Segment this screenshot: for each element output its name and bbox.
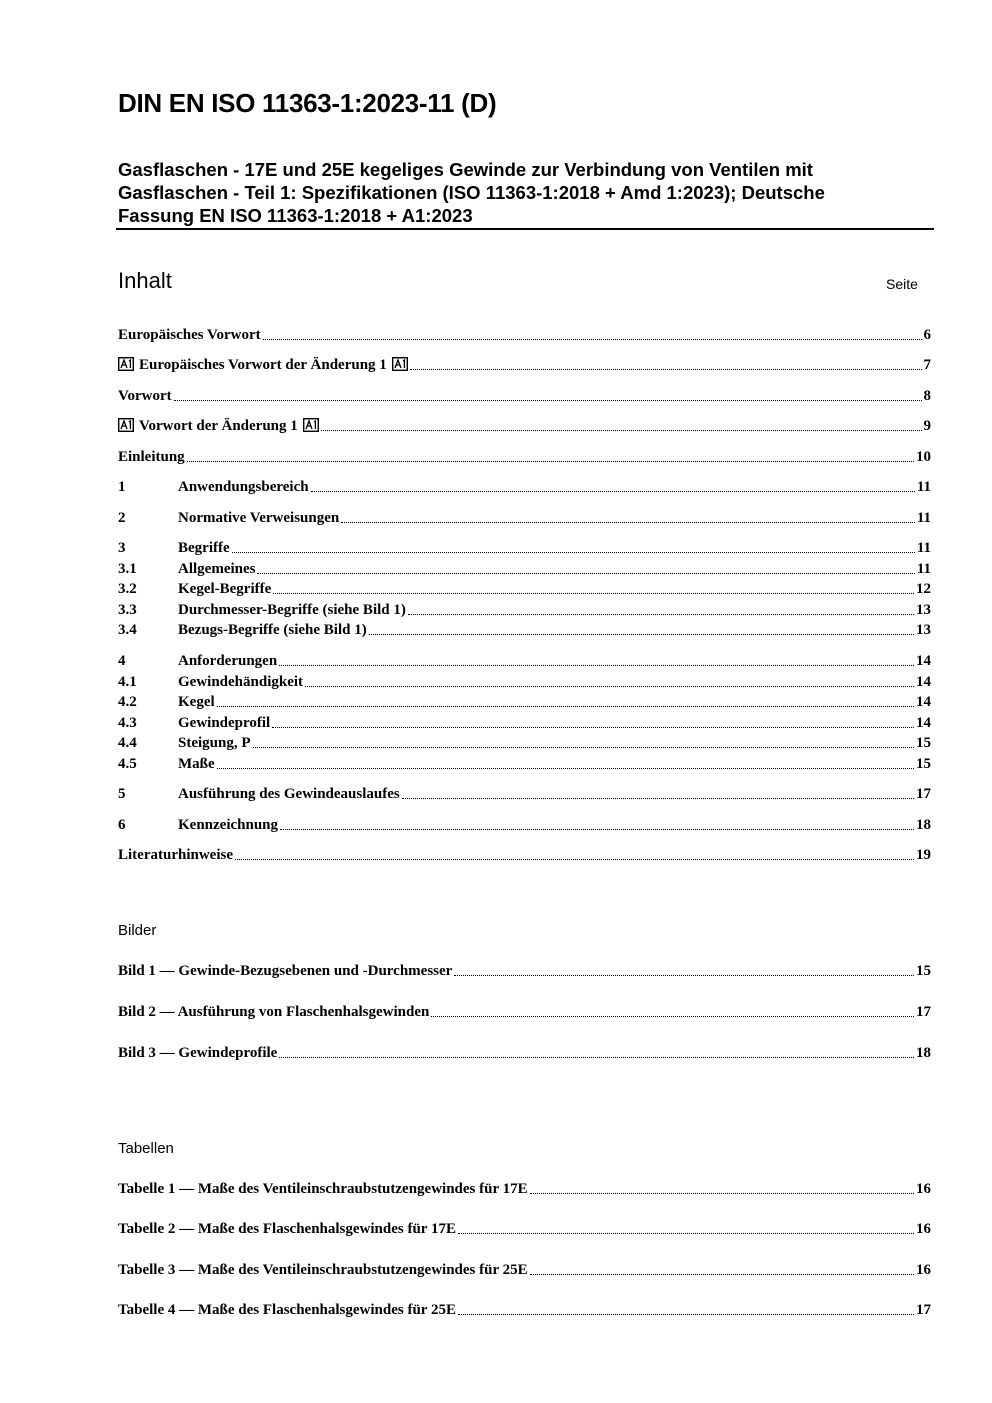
toc-entry-title-wrap	[118, 1002, 429, 1022]
dot-leader	[217, 767, 914, 769]
toc-entry-title-wrap	[118, 1043, 277, 1063]
toc-entry[interactable]	[118, 1179, 931, 1199]
toc-entry-page: 6	[923, 327, 931, 343]
toc-entry-title: Bezugs-Begriffe (siehe Bild 1)	[178, 622, 367, 638]
toc-entry-title: Kegel-Begriffe	[178, 581, 272, 597]
amendment-marker-icon	[118, 357, 134, 371]
toc-entry-title: Durchmesser-Begriffe (siehe Bild 1)	[178, 602, 406, 618]
toc-entry-title: Maße	[178, 756, 215, 772]
toc-entry-title-wrap	[118, 1260, 528, 1280]
dot-leader	[369, 633, 914, 635]
toc-entry[interactable]	[118, 620, 931, 640]
dot-leader	[305, 685, 914, 687]
dot-leader	[279, 1056, 914, 1058]
toc-entry[interactable]	[118, 1043, 931, 1063]
toc-entry[interactable]	[118, 325, 931, 345]
toc-entry-page: 10	[916, 449, 931, 465]
toc-entry-number: 4.5	[118, 756, 137, 772]
dot-leader	[235, 858, 914, 860]
toc-entry-title-wrap	[178, 784, 400, 804]
toc-entry-title: Europäisches Vorwort der Änderung 1	[139, 357, 387, 373]
toc-entry[interactable]	[118, 355, 931, 375]
toc-entry-page: 16	[916, 1262, 931, 1278]
toc-entry-title: Kennzeichnung	[178, 817, 279, 833]
toc-entry-number: 3.2	[118, 581, 137, 597]
toc-entry[interactable]	[118, 733, 931, 753]
toc-entry-page: 11	[916, 540, 931, 556]
toc-entry-page: 13	[916, 602, 931, 618]
dot-leader	[232, 551, 915, 553]
toc-entry[interactable]	[118, 579, 931, 599]
toc-entry-title-wrap	[118, 416, 319, 436]
dot-leader	[174, 399, 922, 401]
toc-entry-page: 15	[916, 756, 931, 772]
toc-entry-title-wrap	[118, 1179, 528, 1199]
toc-entry-title: Steigung, P	[178, 735, 251, 751]
toc-entry-page: 11	[916, 561, 931, 577]
toc-entry-page: 16	[916, 1221, 931, 1237]
dot-leader	[263, 338, 922, 340]
toc-entry-page: 14	[916, 715, 931, 731]
toc-entry[interactable]	[118, 477, 931, 497]
toc-entry-number: 4.3	[118, 715, 137, 731]
toc-entry[interactable]	[118, 447, 931, 467]
toc-entry-page: 16	[916, 1181, 931, 1197]
dot-leader	[311, 490, 915, 492]
toc-entry-page: 18	[916, 1045, 931, 1061]
toc-entry-title-wrap	[178, 477, 309, 497]
toc-entry-title-wrap	[178, 815, 278, 835]
figures-heading: Bilder	[118, 922, 157, 939]
dot-leader	[217, 705, 914, 707]
toc-entry-title-wrap	[178, 692, 215, 712]
toc-entry[interactable]	[118, 713, 931, 733]
toc-entry-title-wrap	[118, 845, 233, 865]
dot-leader	[458, 1313, 914, 1315]
toc-entry[interactable]	[118, 672, 931, 692]
toc-entry-number: 3.1	[118, 561, 137, 577]
toc-entry-page: 14	[916, 653, 931, 669]
toc-entry-page: 17	[916, 786, 931, 802]
dot-leader	[410, 368, 922, 370]
toc-entry-title-wrap	[118, 961, 452, 981]
amendment-marker-icon	[118, 418, 134, 432]
toc-entry[interactable]	[118, 1002, 931, 1022]
dot-leader	[454, 974, 914, 976]
toc-entry[interactable]	[118, 784, 931, 804]
toc-entry-title: Europäisches Vorwort	[118, 327, 261, 343]
toc-entry-title-wrap	[178, 559, 255, 579]
subtitle-line: Gasflaschen - Teil 1: Spezifikationen (ISO 11363-1:2018 + Amd 1:2023); Deutsche	[118, 182, 825, 203]
toc-entry-page: 8	[923, 388, 931, 404]
toc-entry-number: 4.4	[118, 735, 137, 751]
subtitle-line: Fassung EN ISO 11363-1:2018 + A1:2023	[118, 205, 473, 226]
amendment-marker-icon	[303, 418, 319, 432]
dot-leader	[402, 797, 914, 799]
toc-entry-title: Literaturhinweise	[118, 847, 233, 863]
dot-leader	[530, 1192, 914, 1194]
toc-entry[interactable]	[118, 1219, 931, 1239]
toc-entry-title: Tabelle 1 — Maße des Ventileinschraubstutzengewindes für 17E	[118, 1181, 528, 1197]
toc-entry-page: 11	[916, 479, 931, 495]
toc-entry-title-wrap	[178, 620, 367, 640]
toc-entry-page: 18	[916, 817, 931, 833]
toc-entry-page: 17	[916, 1004, 931, 1020]
toc-entry-title: Gewindeprofil	[178, 715, 271, 731]
toc-entry-page: 15	[916, 735, 931, 751]
dot-leader	[408, 613, 914, 615]
toc-entry-title: Tabelle 4 — Maße des Flaschenhalsgewindes für 25E	[118, 1302, 456, 1318]
toc-entry[interactable]	[118, 692, 931, 712]
toc-entry-title: Tabelle 3 — Maße des Ventileinschraubstutzengewindes für 25E	[118, 1262, 528, 1278]
toc-entry-page: 7	[923, 357, 931, 373]
title-rule	[116, 228, 934, 230]
toc-entry[interactable]	[118, 386, 931, 406]
toc-entry-page: 9	[923, 418, 931, 434]
toc-entry[interactable]	[118, 600, 931, 620]
toc-entry-number: 3	[118, 540, 126, 556]
toc-entry-title-wrap	[178, 600, 406, 620]
toc-entry-title-wrap	[118, 1219, 456, 1239]
dot-leader	[187, 460, 914, 462]
toc-entry[interactable]	[118, 1300, 931, 1320]
toc-entry-number: 3.3	[118, 602, 137, 618]
toc-entry[interactable]	[118, 845, 931, 865]
dot-leader	[257, 572, 914, 574]
toc-entry-page: 17	[916, 1302, 931, 1318]
toc-entry[interactable]	[118, 651, 931, 671]
toc-entry-number: 4.1	[118, 674, 137, 690]
toc-entry[interactable]	[118, 508, 931, 528]
toc-entry[interactable]	[118, 961, 931, 981]
dot-leader	[280, 828, 914, 830]
toc-entry-title-wrap	[178, 579, 271, 599]
document-title: DIN EN ISO 11363-1:2023-11 (D)	[118, 88, 497, 118]
toc-entry-title: Tabelle 2 — Maße des Flaschenhalsgewindes für 17E	[118, 1221, 456, 1237]
toc-entry-page: 19	[916, 847, 931, 863]
contents-heading: Inhalt	[118, 268, 172, 293]
toc-entry-title: Bild 2 — Ausführung von Flaschenhalsgewinden	[118, 1004, 430, 1020]
toc-entry-title: Anwendungsbereich	[178, 479, 309, 495]
toc-entry-number: 4.2	[118, 694, 137, 710]
toc-entry-page: 14	[916, 674, 931, 690]
amendment-marker-icon	[392, 357, 408, 371]
toc-entry-title-wrap	[118, 355, 408, 375]
toc-entry-title: Vorwort der Änderung 1	[139, 418, 298, 434]
toc-entry-title: Einleitung	[118, 449, 185, 465]
tables-heading: Tabellen	[118, 1140, 174, 1157]
toc-entry-title-wrap	[178, 651, 277, 671]
toc-entry-title: Gewindehändigkeit	[178, 674, 304, 690]
page-column-label: Seite	[886, 276, 918, 292]
toc-entry-title-wrap	[118, 447, 185, 467]
toc-entry-title-wrap	[178, 733, 251, 753]
toc-entry[interactable]	[118, 416, 931, 436]
toc-entry-page: 13	[916, 622, 931, 638]
toc-entry-title: Begriffe	[178, 540, 230, 556]
toc-entry-page: 15	[916, 963, 931, 979]
toc-entry-title-wrap	[178, 508, 339, 528]
toc-entry-number: 1	[118, 479, 126, 495]
toc-entry[interactable]	[118, 538, 931, 558]
toc-entry-number: 2	[118, 510, 126, 526]
toc-entry-number: 5	[118, 786, 126, 802]
toc-entry-number: 3.4	[118, 622, 137, 638]
dot-leader	[279, 664, 914, 666]
dot-leader	[431, 1015, 914, 1017]
dot-leader	[272, 726, 914, 728]
toc-entry-title-wrap	[118, 1300, 456, 1320]
toc-entry-title-wrap	[178, 538, 230, 558]
dot-leader	[321, 429, 922, 431]
toc-entry-title: Normative Verweisungen	[178, 510, 340, 526]
toc-entry-title: Bild 3 — Gewindeprofile	[118, 1045, 278, 1061]
toc-entry-title-wrap	[178, 713, 270, 733]
toc-entry[interactable]	[118, 815, 931, 835]
dot-leader	[253, 746, 914, 748]
toc-entry-title-wrap	[178, 754, 215, 774]
toc-entry-title: Ausführung des Gewindeauslaufes	[178, 786, 400, 802]
toc-entry-title-wrap	[118, 325, 261, 345]
toc-entry-title-wrap	[178, 672, 303, 692]
document-subtitle	[118, 158, 918, 227]
toc-entry-title-wrap	[118, 386, 172, 406]
toc-entry-number: 6	[118, 817, 126, 833]
toc-entry[interactable]	[118, 559, 931, 579]
toc-entry-title: Allgemeines	[178, 561, 256, 577]
dot-leader	[530, 1273, 914, 1275]
toc-entry-title: Kegel	[178, 694, 215, 710]
toc-entry-number: 4	[118, 653, 126, 669]
toc-entry-title: Anforderungen	[178, 653, 278, 669]
toc-entry[interactable]	[118, 1260, 931, 1280]
toc-entry[interactable]	[118, 754, 931, 774]
toc-entry-page: 14	[916, 694, 931, 710]
subtitle-line: Gasflaschen - 17E und 25E kegeliges Gewinde zur Verbindung von Ventilen mit	[118, 159, 813, 180]
toc-entry-title: Vorwort	[118, 388, 172, 404]
toc-entry-page: 12	[916, 581, 931, 597]
toc-entry-page: 11	[916, 510, 931, 526]
dot-leader	[273, 592, 914, 594]
dot-leader	[341, 521, 915, 523]
dot-leader	[458, 1232, 914, 1234]
toc-entry-title: Bild 1 — Gewinde-Bezugsebenen und -Durchmesser	[118, 963, 453, 979]
